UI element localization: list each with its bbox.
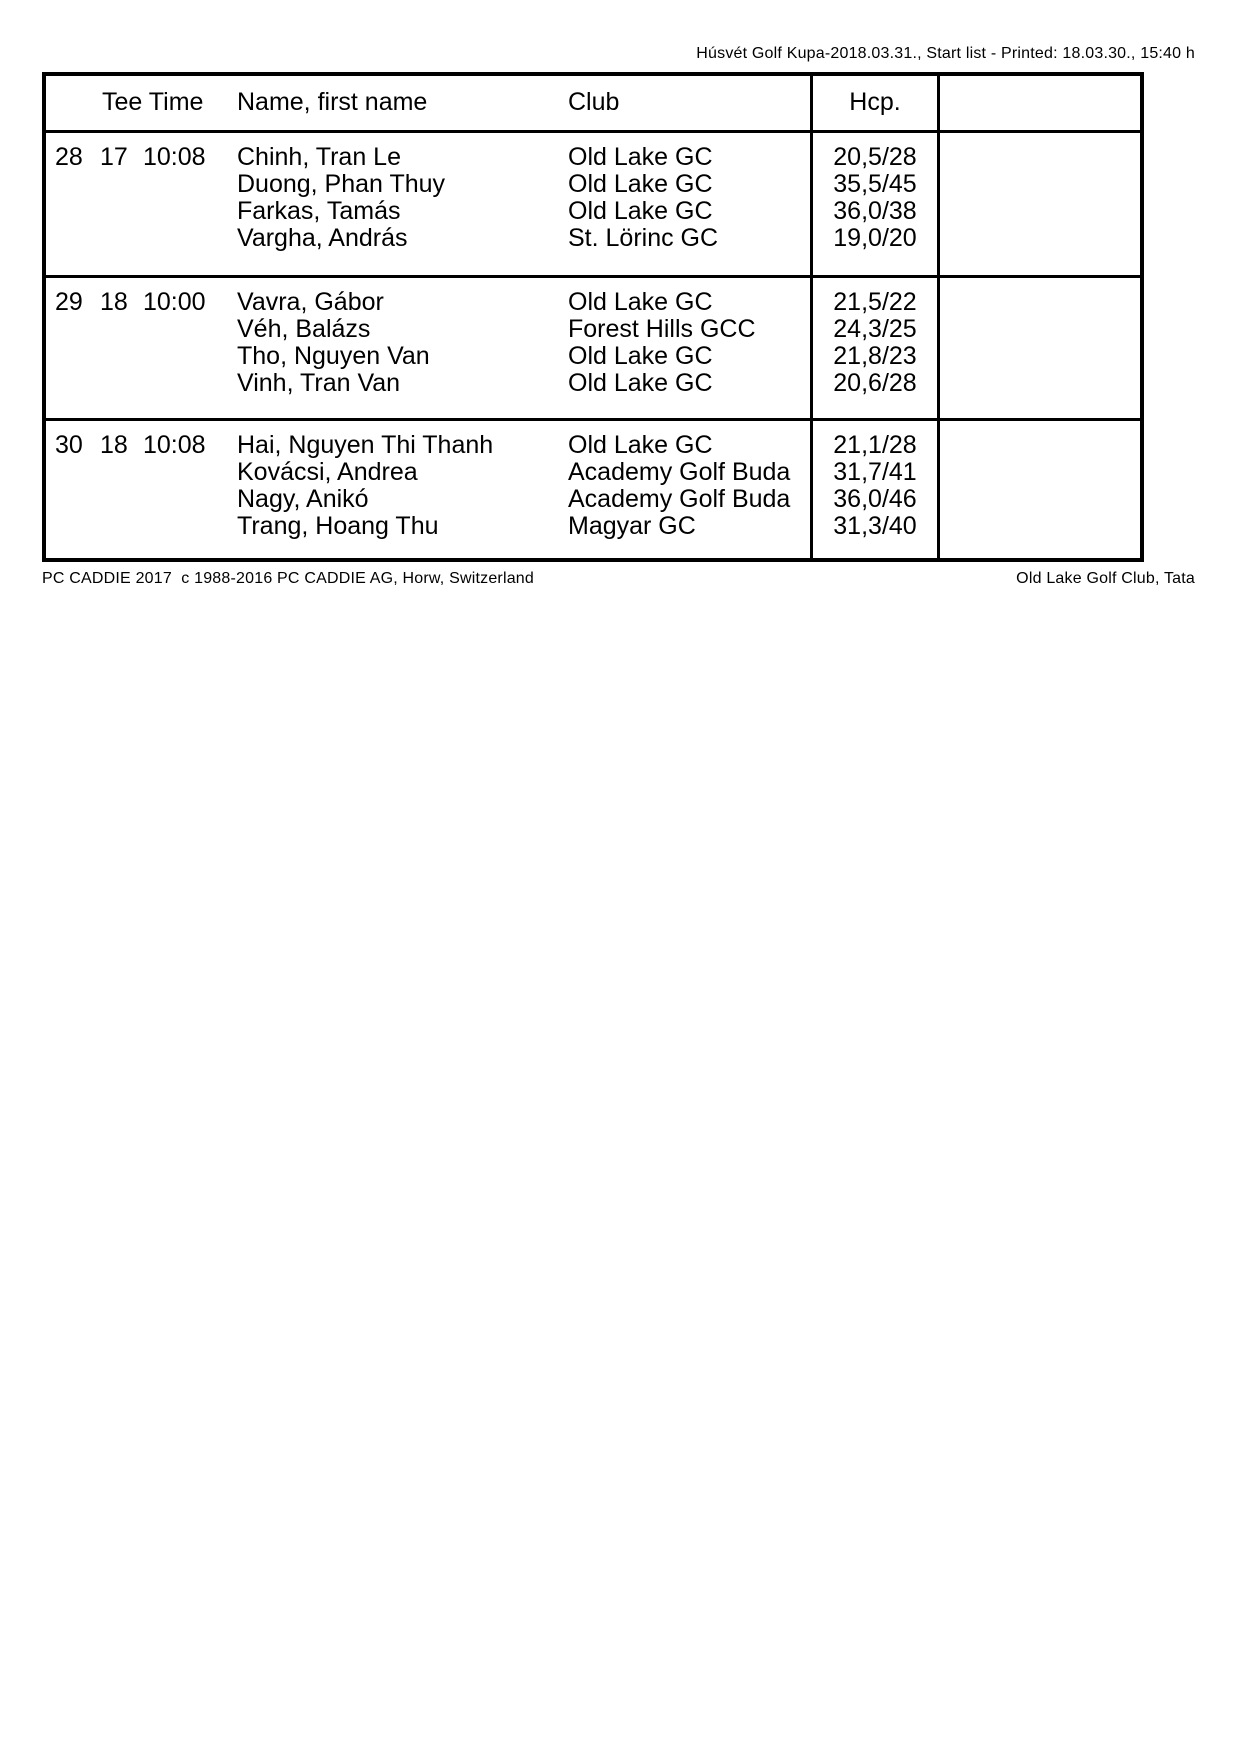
column-header-name: Name, first name [237,88,428,116]
player-hcp: 35,5/45 [833,170,917,198]
start-hole: 18 [100,431,128,459]
player-club: St. Lörinc GC [568,225,719,252]
table-row [46,316,1140,343]
player-name: Farkas, Tamás [237,197,401,225]
player-hcp: 20,5/28 [833,143,917,171]
table-row [46,459,1140,486]
player-club: Old Lake GC [568,343,713,370]
player-club: Academy Golf Buda [568,459,791,486]
player-club: Magyar GC [568,513,696,540]
player-club: Old Lake GC [568,432,713,459]
player-hcp: 24,3/25 [833,315,917,343]
player-club: Old Lake GC [568,370,713,397]
table-row [46,225,1140,252]
table-row [46,513,1140,540]
column-header-hcp: Hcp. [849,88,901,116]
player-club: Old Lake GC [568,198,713,225]
player-hcp: 20,6/28 [833,369,917,397]
tee-time: 10:00 [143,288,206,316]
player-hcp: 19,0/20 [833,224,917,252]
player-hcp: 36,0/46 [833,485,917,513]
column-header-club: Club [568,88,620,116]
club-name-footer: Old Lake Golf Club, Tata [1016,570,1195,587]
player-name: Trang, Hoang Thu [237,512,439,540]
table-row [46,432,1140,459]
player-name: Chinh, Tran Le [237,143,401,171]
tee-time: 10:08 [143,143,206,171]
group-number: 30 [55,431,83,459]
tee-group-28 [46,133,1140,275]
tee-group-30 [46,421,1140,558]
player-name: Vargha, András [237,224,408,252]
player-club: Academy Golf Buda [568,486,791,513]
tee-time: 10:08 [143,431,206,459]
player-club: Forest Hills GCC [568,316,756,343]
table-row [46,343,1140,370]
table-row [46,289,1140,316]
player-name: Vinh, Tran Van [237,369,401,397]
player-club: Old Lake GC [568,289,713,316]
table-row [46,370,1140,397]
player-name: Nagy, Anikó [237,485,369,513]
player-hcp: 21,5/22 [833,288,917,316]
player-name: Tho, Nguyen Van [237,342,430,370]
player-name: Hai, Nguyen Thi Thanh [237,431,494,459]
player-name: Kovácsi, Andrea [237,458,418,486]
group-number: 28 [55,143,83,171]
player-hcp: 21,1/28 [833,431,917,459]
start-hole: 17 [100,143,128,171]
player-hcp: 36,0/38 [833,197,917,225]
table-row [46,171,1140,198]
table-row [46,144,1140,171]
start-list-table [42,72,1144,562]
table-row [46,486,1140,513]
table-header-row [46,76,1140,130]
software-credit: PC CADDIE 2017 c 1988-2016 PC CADDIE AG, Horw, Switzerland [42,570,535,587]
player-hcp: 21,8/23 [833,342,917,370]
player-hcp: 31,7/41 [833,458,917,486]
player-club: Old Lake GC [568,171,713,198]
column-header-tee-time: Tee Time [102,88,204,116]
table-row [46,198,1140,225]
document-header-line: Húsvét Golf Kupa-2018.03.31., Start list - Printed: 18.03.30., 15:40 h [696,45,1195,62]
player-name: Vavra, Gábor [237,288,384,316]
group-number: 29 [55,288,83,316]
player-hcp: 31,3/40 [833,512,917,540]
start-hole: 18 [100,288,128,316]
player-club: Old Lake GC [568,144,713,171]
tee-group-29 [46,278,1140,418]
player-name: Véh, Balázs [237,315,371,343]
player-name: Duong, Phan Thuy [237,170,446,198]
